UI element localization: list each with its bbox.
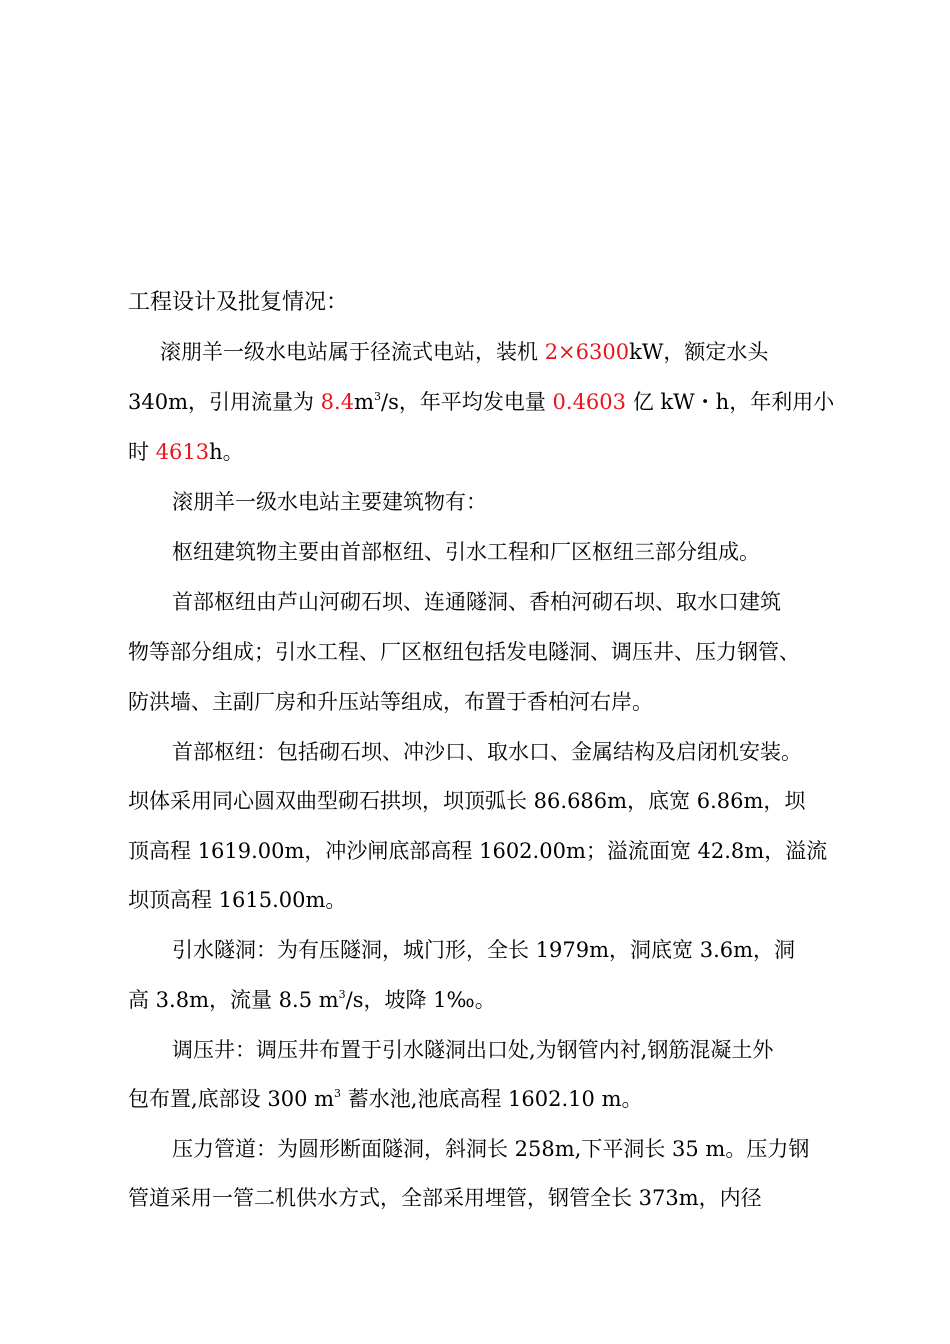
text-run: /s，年平均发电量 [381,390,553,414]
paragraph-line [128,986,496,1014]
hours-value: 4613 [155,440,210,464]
energy-value: 0.4603 [552,390,627,414]
paragraph-line: 坝体采用同心圆双曲型砌石拱坝，坝顶弧长 86.686m，底宽 6.86m，坝 [128,789,806,813]
paragraph-line: 调压井：调压井布置于引水隧洞出口处,为钢管内衬,钢筋混凝土外 [172,1038,774,1062]
text-run: /s，坡降 1‰。 [345,988,496,1012]
paragraph-line: 防洪墙、主副厂房和升压站等组成，布置于香柏河右岸。 [128,690,653,714]
paragraph-line: 枢纽建筑物主要由首部枢纽、引水工程和厂区枢纽三部分组成。 [172,540,760,564]
text-run: 340m，引用流量为 [128,390,321,414]
superscript: 3 [374,390,381,403]
paragraph-line: 顶高程 1619.00m，冲沙闸底部高程 1602.00m；溢流面宽 42.8m，溢流 [128,839,828,863]
flow-value: 8.4 [320,390,355,414]
paragraph-line [160,338,768,366]
paragraph-line: 引水隧洞：为有压隧洞，城门形，全长 1979m，洞底宽 3.6m，洞 [172,938,796,962]
paragraph-line: 管道采用一管二机供水方式，全部采用埋管，钢管全长 373m，内径 [128,1186,762,1210]
station-name: 滚朋羊一级水电站 [160,340,328,364]
paragraph-line: 滚朋羊一级水电站主要建筑物有： [172,490,487,514]
text-run: 高 3.8m，流量 8.5 m [128,988,339,1012]
text-run: kW，额定水头 [629,340,769,364]
section-heading: 工程设计及批复情况： [128,290,349,315]
paragraph-line: 压力管道：为圆形断面隧洞，斜洞长 258m,下平洞长 35 m。压力钢 [172,1137,810,1161]
text-run: h。 [209,440,244,464]
paragraph-line: 首部枢纽由芦山河砌石坝、连通隧洞、香柏河砌石坝、取水口建筑 [172,590,781,614]
text-run: 属于径流式电站，装机 [328,340,545,364]
text-run: 包布置,底部设 300 m [128,1087,335,1111]
text-run: 亿 kW・h，年利用小 [626,390,835,414]
superscript: 3 [338,988,346,1001]
text-run: m [354,390,374,414]
paragraph-line: 坝顶高程 1615.00m。 [128,888,347,912]
paragraph-line [128,438,244,466]
capacity-value: 2×6300 [544,340,630,364]
paragraph-line [128,1085,643,1113]
text-run: 蓄水池,池底高程 1602.10 m。 [341,1087,643,1111]
paragraph-line: 物等部分组成；引水工程、厂区枢纽包括发电隧洞、调压井、压力钢管、 [128,640,800,664]
superscript: 3 [334,1087,342,1100]
paragraph-line: 首部枢纽：包括砌石坝、冲沙口、取水口、金属结构及启闭机安装。 [172,740,802,764]
text-run: 时 [128,440,156,464]
paragraph-line [128,388,834,416]
